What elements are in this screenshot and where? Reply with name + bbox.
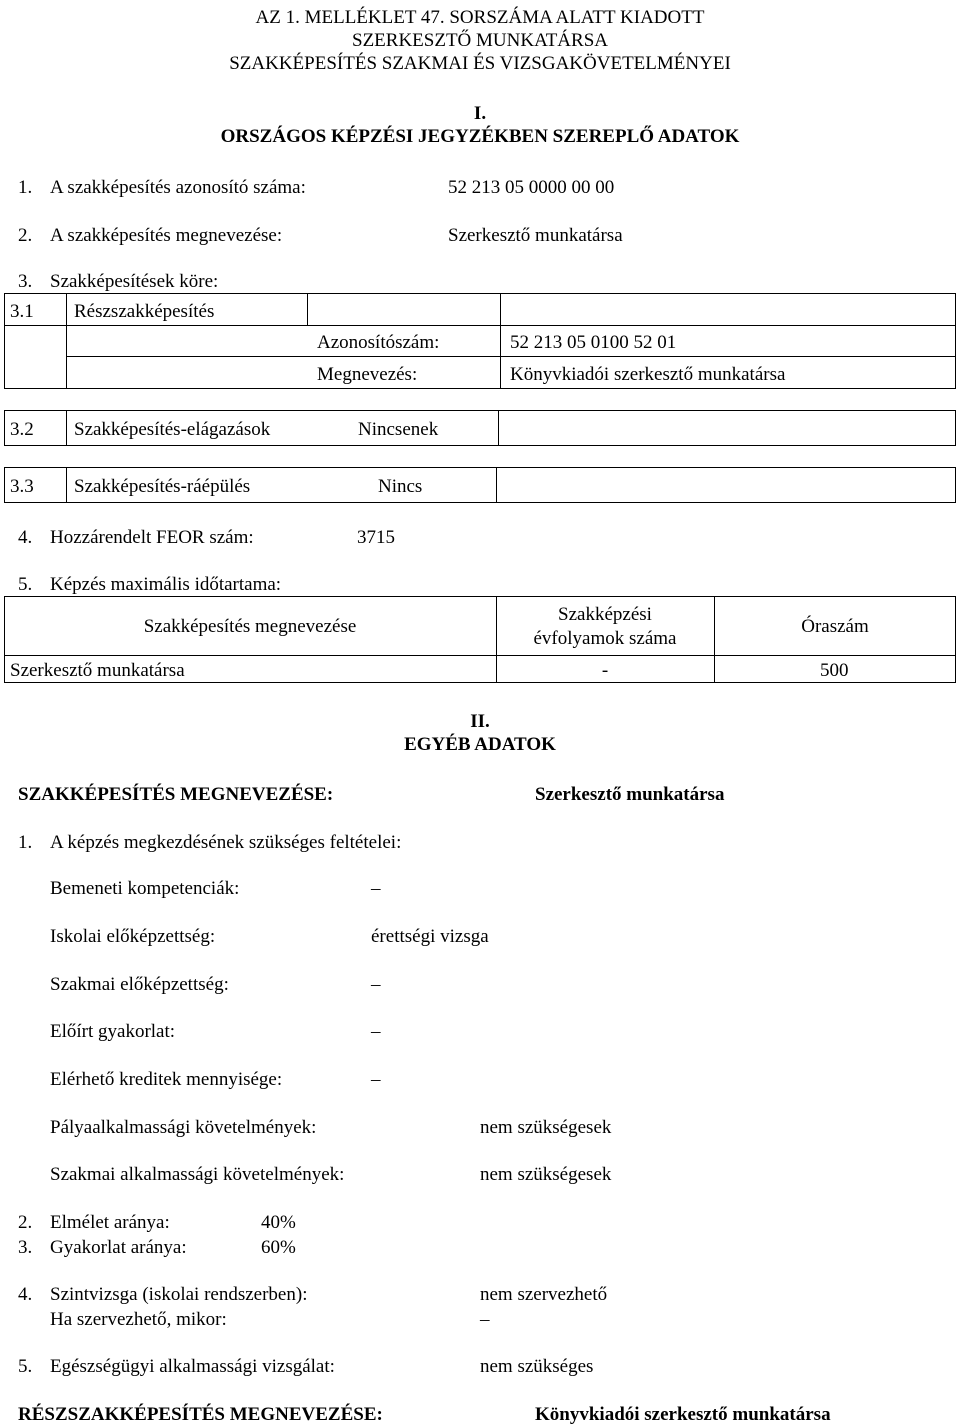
item3-label: Szakképesítések köre: — [50, 271, 219, 292]
sub31-number: 3.1 — [10, 301, 34, 322]
sub33-value: Nincs — [378, 476, 423, 497]
level-exam-label: Szintvizsga (iskolai rendszerben): — [50, 1284, 308, 1305]
duration-header-years-line1: Szakképzési — [558, 604, 652, 625]
condition-value: – — [371, 878, 381, 899]
header-line-2: SZERKESZTŐ MUNKATÁRSA — [352, 30, 608, 51]
practice-ratio-label: Gyakorlat aránya: — [50, 1237, 187, 1258]
part1-title: ORSZÁGOS KÉPZÉSI JEGYZÉKBEN SZEREPLŐ ADATOK — [220, 126, 740, 147]
practice-ratio-value: 60% — [261, 1237, 296, 1258]
table-rule — [4, 655, 956, 656]
table-rule — [4, 325, 956, 326]
p2-item1-label: A képzés megkezdésének szükséges feltételei: — [50, 832, 402, 853]
sub32-value: Nincsenek — [358, 419, 439, 440]
item4-label: Hozzárendelt FEOR szám: — [50, 527, 254, 548]
sub33-label: Szakképesítés-ráépülés — [74, 476, 251, 497]
theory-ratio-label: Elmélet aránya: — [50, 1212, 170, 1233]
duration-row-hours: 500 — [820, 660, 849, 681]
health-exam-label: Egészségügyi alkalmassági vizsgálat: — [50, 1356, 335, 1377]
health-exam-value: nem szükséges — [480, 1356, 594, 1377]
sub31-id-label: Azonosítószám: — [317, 332, 440, 353]
sub32-number: 3.2 — [10, 419, 34, 440]
table-rule — [714, 596, 715, 683]
condition-label: Iskolai előképzettség: — [50, 926, 216, 947]
condition-value: érettségi vizsga — [371, 926, 489, 947]
item1-label: A szakképesítés azonosító száma: — [50, 177, 306, 198]
condition-label: Előírt gyakorlat: — [50, 1021, 176, 1042]
sub31-id-value: 52 213 05 0100 52 01 — [510, 332, 677, 353]
table-rule — [66, 467, 67, 503]
theory-ratio-value: 40% — [261, 1212, 296, 1233]
table-rule — [498, 410, 499, 446]
sub32-label: Szakképesítés-elágazások — [74, 419, 271, 440]
p2-item1-number: 1. — [18, 832, 33, 853]
sub31-name-value: Könyvkiadói szerkesztő munkatársa — [510, 364, 786, 385]
sub31-name-label: Megnevezés: — [317, 364, 418, 385]
duration-row-name: Szerkesztő munkatársa — [10, 660, 185, 681]
condition-value: – — [371, 974, 381, 995]
condition-value: – — [371, 1021, 381, 1042]
table-rule — [496, 467, 497, 503]
level-exam-when-value: – — [480, 1309, 490, 1330]
item2-value: Szerkesztő munkatársa — [448, 225, 623, 246]
duration-header-hours: Óraszám — [801, 616, 869, 637]
sub31-label: Részszakképesítés — [74, 301, 215, 322]
table-rule — [66, 356, 956, 357]
header-line-3: SZAKKÉPESÍTÉS SZAKMAI ÉS VIZSGAKÖVETELMÉNYEI — [229, 53, 731, 74]
p2-item2-number: 2. — [18, 1212, 33, 1233]
table-rule — [66, 410, 67, 446]
condition-label: Szakmai alkalmassági követelmények: — [50, 1164, 345, 1185]
qualification-name-label: SZAKKÉPESÍTÉS MEGNEVEZÉSE: — [18, 784, 334, 805]
duration-row-years: - — [601, 660, 609, 681]
level-exam-when-label: Ha szervezhető, mikor: — [50, 1309, 227, 1330]
table-rule — [66, 293, 67, 389]
item3-number: 3. — [18, 271, 33, 292]
condition-value: nem szükségesek — [480, 1117, 612, 1138]
qualification-name-value: Szerkesztő munkatársa — [535, 784, 725, 805]
item1-value: 52 213 05 0000 00 00 — [448, 177, 615, 198]
part2-title: EGYÉB ADATOK — [404, 734, 556, 755]
header-line-1: AZ 1. MELLÉKLET 47. SORSZÁMA ALATT KIADOTT — [255, 7, 705, 28]
part2-roman: II. — [470, 711, 490, 732]
item5-number: 5. — [18, 574, 33, 595]
table-rule — [307, 293, 308, 325]
item2-number: 2. — [18, 225, 33, 246]
condition-label: Elérhető kreditek mennyisége: — [50, 1069, 283, 1090]
condition-label: Szakmai előképzettség: — [50, 974, 229, 995]
duration-header-qualification: Szakképesítés megnevezése — [143, 616, 357, 637]
duration-header-years-line2: évfolyamok száma — [533, 628, 677, 649]
partial-qualification-value: Könyvkiadói szerkesztő munkatársa — [535, 1404, 831, 1425]
item4-value: 3715 — [357, 527, 395, 548]
table-rule — [500, 293, 501, 389]
level-exam-value: nem szervezhető — [480, 1284, 608, 1305]
item5-label: Képzés maximális időtartama: — [50, 574, 282, 595]
item4-number: 4. — [18, 527, 33, 548]
condition-label: Bemeneti kompetenciák: — [50, 878, 240, 899]
p2-item3-number: 3. — [18, 1237, 33, 1258]
p2-item5-number: 5. — [18, 1356, 33, 1377]
p2-item4-number: 4. — [18, 1284, 33, 1305]
condition-value: nem szükségesek — [480, 1164, 612, 1185]
condition-value: – — [371, 1069, 381, 1090]
item2-label: A szakképesítés megnevezése: — [50, 225, 283, 246]
condition-label: Pályaalkalmassági követelmények: — [50, 1117, 317, 1138]
partial-qualification-label: RÉSZSZAKKÉPESÍTÉS MEGNEVEZÉSE: — [18, 1404, 383, 1425]
item1-number: 1. — [18, 177, 33, 198]
sub33-number: 3.3 — [10, 476, 34, 497]
part1-roman: I. — [473, 103, 487, 124]
